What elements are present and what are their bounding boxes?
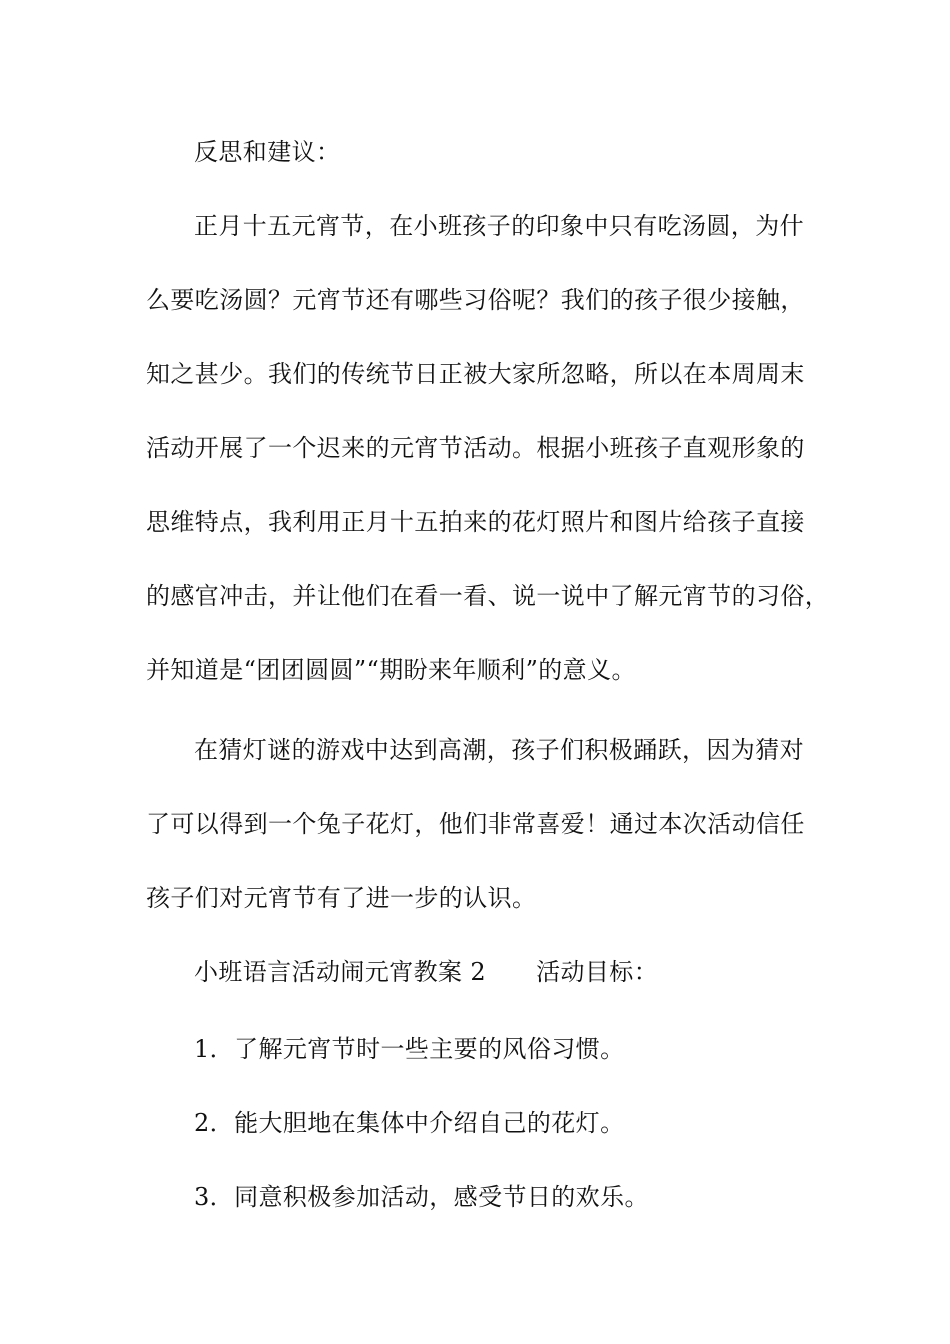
- paragraph-line: 的感官冲击，并让他们在看一看、说一说中了解元宵节的习俗，: [146, 582, 830, 610]
- reflection-heading: 反思和建议：: [194, 138, 341, 166]
- goal-item: 3．同意积极参加活动，感受节日的欢乐。: [194, 1183, 649, 1211]
- paragraph-line: 么要吃汤圆？元宵节还有哪些习俗呢？我们的孩子很少接触，: [146, 286, 805, 314]
- paragraph-line: 并知道是“团团圆圆”“期盼来年顺利”的意义。: [146, 656, 636, 684]
- goal-item: 2．能大胆地在集体中介绍自己的花灯。: [194, 1109, 625, 1137]
- section-heading-row: [194, 957, 658, 987]
- paragraph-line: 思维特点，我利用正月十五拍来的花灯照片和图片给孩子直接: [146, 508, 805, 536]
- paragraph-line: 正月十五元宵节，在小班孩子的印象中只有吃汤圆，为什: [194, 212, 804, 240]
- paragraph-line: 孩子们对元宵节有了进一步的认识。: [146, 884, 537, 912]
- paragraph-line: 知之甚少。我们的传统节日正被大家所忽略，所以在本周周末: [146, 360, 805, 388]
- goal-item: 1．了解元宵节时一些主要的风俗习惯。: [194, 1035, 625, 1063]
- paragraph-line: 活动开展了一个迟来的元宵节活动。根据小班孩子直观形象的: [146, 434, 805, 462]
- paragraph-line: 在猜灯谜的游戏中达到高潮，孩子们积极踊跃，因为猜对: [194, 736, 804, 764]
- goals-label: 活动目标：: [536, 958, 659, 986]
- section-title: 小班语言活动闹元宵教案 2: [194, 958, 487, 986]
- paragraph-line: 了可以得到一个兔子花灯，他们非常喜爱！通过本次活动信任: [146, 810, 805, 838]
